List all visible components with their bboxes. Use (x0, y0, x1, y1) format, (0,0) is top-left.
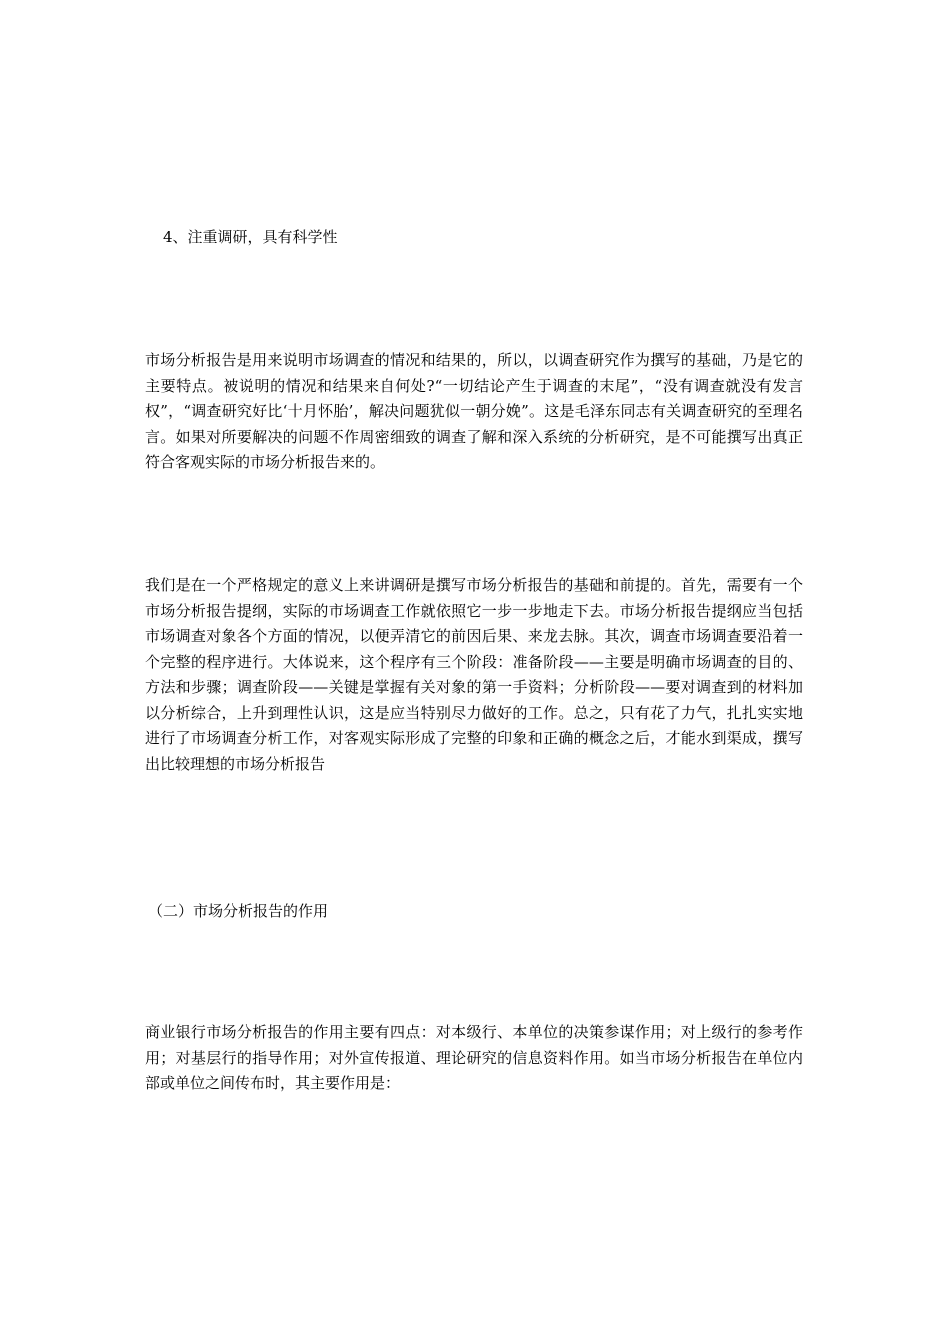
section-heading-4: 4、注重调研，具有科学性 (163, 228, 338, 246)
paragraph-report-functions: 商业银行市场分析报告的作用主要有四点：对本级行、本单位的决策参谋作用；对上级行的参考作用；对基层行的指导作用；对外宣传报道、理论研究的信息资料作用。如当市场分析报告在单位内部或单位之间传布时，其主要作用是： (145, 1023, 803, 1092)
paragraph-research-premise: 我们是在一个严格规定的意义上来讲调研是撰写市场分析报告的基础和前提的。首先，需要有一个市场分析报告提纲，实际的市场调查工作就依照它一步一步地走下去。市场分析报告提纲应当包括市场调查对象各个方面的情况，以便弄清它的前因后果、来龙去脉。其次，调查市场调查要沿着一个完整的程序进行。大体说来，这个程序有三个阶段：准备阶段——主要是明确市场调查的目的、方法和步骤；调查阶段——关键是掌握有关对象的第一手资料；分析阶段——要对调查到的材料加以分析综合，上升到理性认识，这是应当特别尽力做好的工作。总之，只有花了力气，扎扎实实地进行了市场调查分析工作，对客观实际形成了完整的印象和正确的概念之后，才能水到渠成，撰写出比较理想的市场分析报告 (145, 576, 803, 773)
section-heading-role: （二）市场分析报告的作用 (148, 902, 329, 920)
paragraph-research-basis: 市场分析报告是用来说明市场调查的情况和结果的，所以，以调查研究作为撰写的基础，乃是它的主要特点。被说明的情况和结果来自何处?“一切结论产生于调查的末尾”，“没有调查就没有发言权”，“调查研究好比‘十月怀胎’，解决问题犹似一朝分娩”。这是毛泽东同志有关调查研究的至理名言。如果对所要解决的问题不作周密细致的调查了解和深入系统的分析研究，是不可能撰写出真正符合客观实际的市场分析报告来的。 (145, 351, 803, 471)
